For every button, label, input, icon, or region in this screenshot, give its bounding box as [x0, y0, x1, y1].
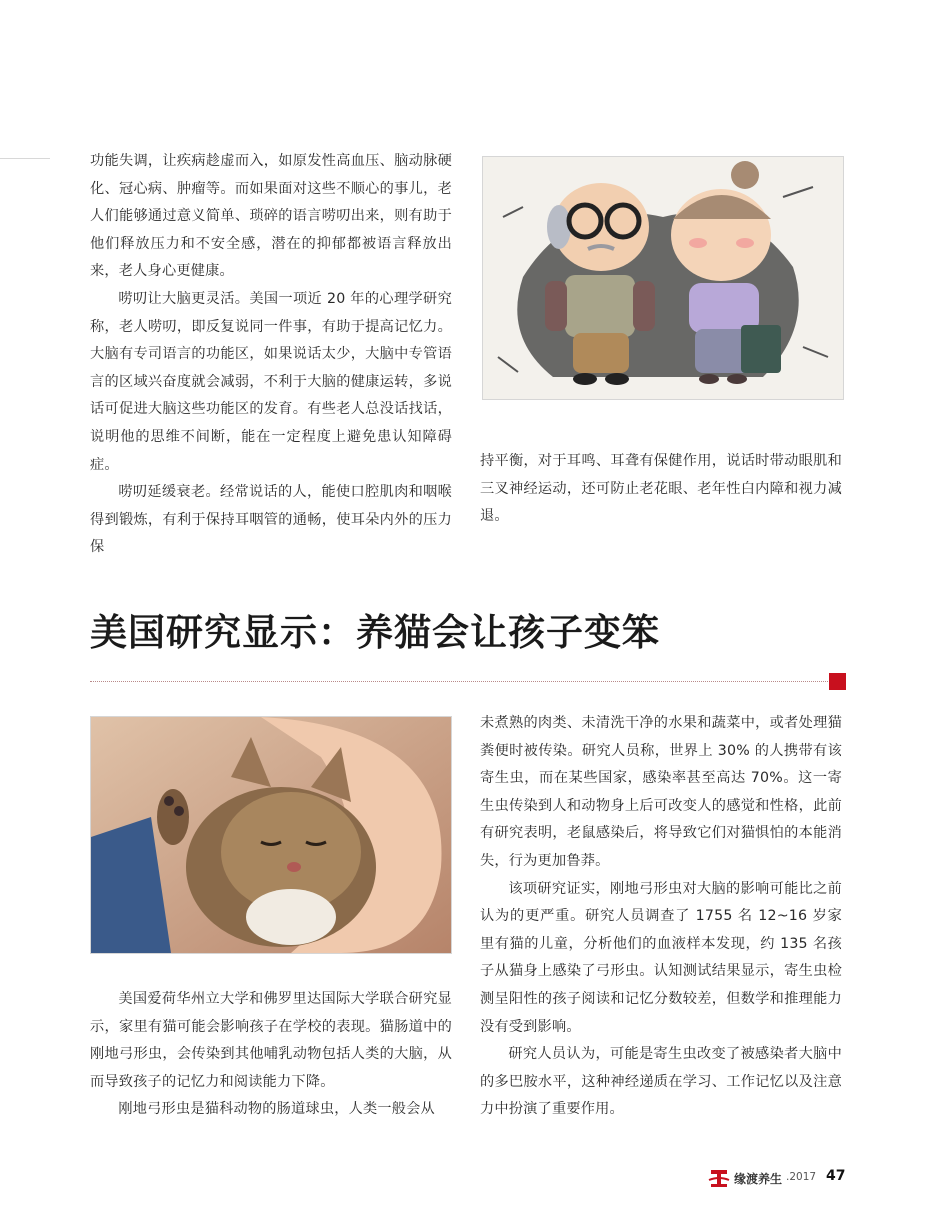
top-article-column-right [480, 448, 842, 531]
paragraph: 该项研究证实，刚地弓形虫对大脑的影响可能比之前认为的更严重。研究人员调查了 1755 名 12~16 岁家里有猫的儿童，分析他们的血液样本发现，约 135 名孩子从猫身上感染了弓形虫。认知测试结果显示，寄生虫检测呈阳性的孩子阅读和记忆分数较差，但数学和推理能力没有受到影响。 [480, 880, 842, 1035]
paragraph: 未煮熟的肉类、未清洗干净的水果和蔬菜中，或者处理猫粪便时被传染。研究人员称，世界上 30% 的人携带有该寄生虫，而在某些国家，感染率甚至高达 70%。这一寄生虫传染到人和动物身上后可改变人的感觉和性格，此前有研究表明，老鼠感染后，将导致它们对猫惧怕的本能消失，行为更加鲁莽。 [480, 715, 842, 869]
paragraph: 美国爱荷华州立大学和佛罗里达国际大学联合研究显示，家里有猫可能会影响孩子在学校的表现。猫肠道中的刚地弓形虫，会传染到其他哺乳动物包括人类的大脑，从而导致孩子的记忆力和阅读能力下降。 [90, 991, 452, 1090]
paragraph: 唠叨延缓衰老。经常说话的人，能使口腔肌肉和咽喉得到锻炼，有利于保持耳咽管的通畅，使耳朵内外的压力保 [90, 484, 452, 556]
paragraph: 持平衡，对于耳鸣、耳聋有保健作用，说话时带动眼肌和三叉神经运动，还可防止老花眼、老年性白内障和视力减退。 [480, 453, 842, 525]
paragraph: 功能失调，让疾病趁虚而入，如原发性高血压、脑动脉硬化、冠心病、肿瘤等。而如果面对这些不顺心的事儿，老人们能够通过意义简单、琐碎的语言唠叨出来，则有助于他们释放压力和不安全感，潜在的抑郁都被语言释放出来，老人身心更健康。 [90, 153, 452, 280]
kitten-photo [90, 716, 452, 954]
paragraph: 刚地弓形虫是猫科动物的肠道球虫，人类一般会从 [118, 1101, 435, 1118]
paragraph: 研究人员认为，可能是寄生虫改变了被感染者大脑中的多巴胺水平，这种神经递质在学习、工作记忆以及注意力中扮演了重要作用。 [480, 1046, 842, 1118]
top-article-column-left [90, 148, 452, 562]
magazine-logo-icon [708, 1168, 730, 1188]
article-headline: 美国研究显示：养猫会让孩子变笨 [90, 611, 660, 654]
page-footer [700, 1164, 850, 1192]
elderly-couple-photo [482, 156, 844, 400]
bottom-article-column-right [480, 710, 842, 1124]
page-number: 47 [826, 1168, 846, 1184]
paragraph: 唠叨让大脑更灵活。美国一项近 20 年的心理学研究称，老人唠叨，即反复说同一件事，有助于提高记忆力。大脑有专司语言的功能区，如果说话太少，大脑中专管语言的区域兴奋度就会减弱，不利于大脑的健康运转，多说话可促进大脑这些功能区的发育。有些老人总没话找话，说明他的思维不间断，能在一定程度上避免患认知障碍症。 [90, 290, 452, 473]
issue-year: .2017 [786, 1171, 817, 1183]
magazine-name: 缘渡养生 [734, 1172, 783, 1186]
bottom-article-column-left [90, 986, 452, 1124]
margin-rule [0, 158, 50, 159]
headline-divider [90, 681, 830, 682]
headline-accent-square [829, 673, 846, 690]
